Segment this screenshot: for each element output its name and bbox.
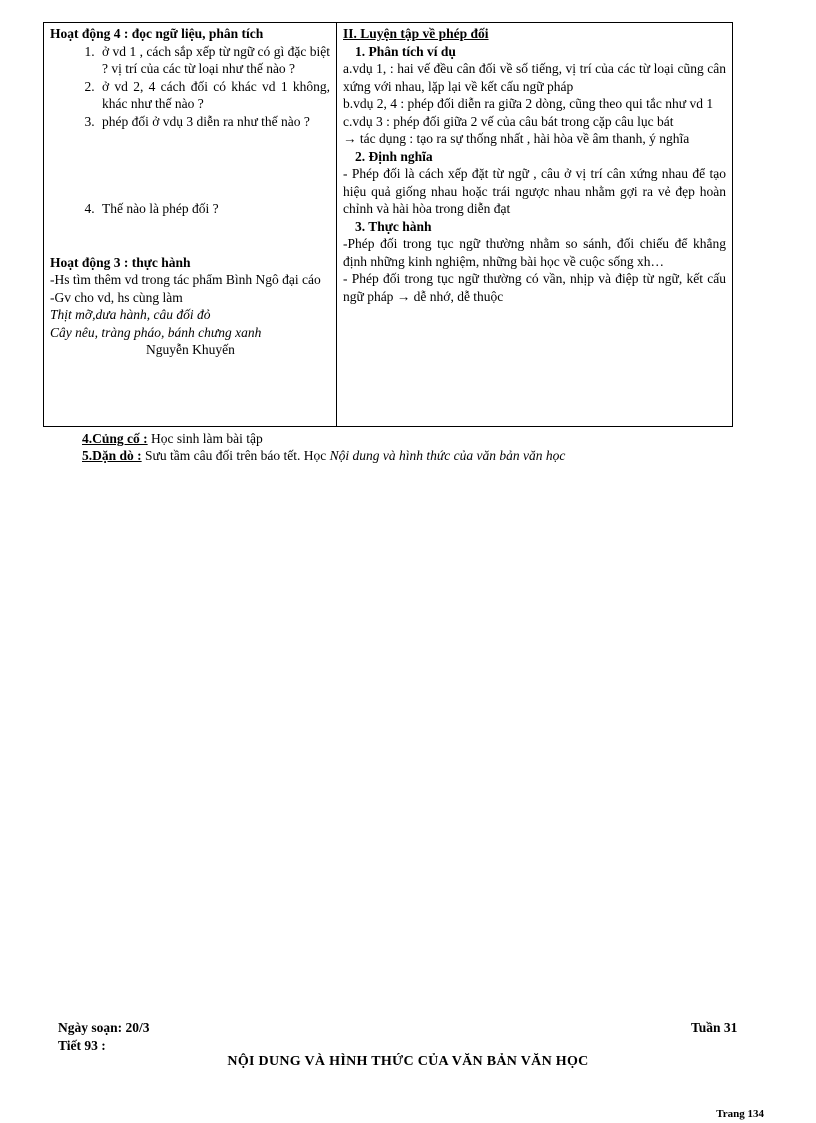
date-prepared: Ngày soạn: 20/3 bbox=[58, 1020, 150, 1035]
definition-text: - Phép đối là cách xếp đặt từ ngữ , câu ở vị trí cân xứng nhau để tạo hiệu quả giống nhau hoặc trái ngược nhau nhằm gợi ra vẻ đẹp hoàn chỉnh và hài hòa trong diễn đạt bbox=[343, 166, 726, 216]
analysis-b: b.vdụ 2, 4 : phép đối diễn ra giữa 2 dòng, cũng theo qui tắc như vd 1 bbox=[343, 96, 714, 111]
question-list bbox=[50, 43, 330, 131]
poem-author: Nguyễn Khuyến bbox=[146, 342, 235, 357]
lesson-number: Tiết 93 : bbox=[58, 1038, 106, 1053]
poem-line-2: Cây nêu, tràng pháo, bánh chưng xanh bbox=[50, 324, 262, 340]
activity3-line-1: -Hs tìm thêm vd trong tác phẩm Bình Ngô đại cáo bbox=[50, 272, 321, 287]
poem-line-1: Thịt mỡ,dưa hành, câu đối đỏ bbox=[50, 307, 211, 322]
practice-2: - Phép đối trong tục ngữ thường có vần, nhịp và điệp từ ngữ, kết cấu ngữ pháp → dễ nhớ, dễ thuộc bbox=[343, 271, 726, 304]
question-list-2 bbox=[50, 200, 330, 218]
homework-line bbox=[82, 447, 565, 464]
lesson-title: NỘI DUNG VÀ HÌNH THỨC CỦA VĂN BẢN VĂN HỌC bbox=[227, 1054, 589, 1069]
activity4-heading: Hoạt động 4 : đọc ngữ liệu, phân tích bbox=[50, 26, 264, 41]
consolidation-line bbox=[82, 430, 263, 447]
page-number: Trang 134 bbox=[716, 1108, 764, 1120]
question-4: 4. Thế nào là phép đối ? bbox=[98, 200, 330, 218]
homework-label: 5.Dặn dò : bbox=[82, 448, 142, 463]
subheading-3: 3. Thực hành bbox=[355, 218, 432, 234]
practice-1: -Phép đối trong tục ngữ thường nhằm so sánh, đối chiếu để khẳng định những kinh nghiệm, những bài học về cuộc sống xh… bbox=[343, 236, 726, 269]
question-1: 1. ở vd 1 , cách sắp xếp từ ngữ có gì đặc biệt ? vị trí của các từ loại như thế nào ? bbox=[98, 43, 330, 78]
consolidation-label: 4.Củng cố : bbox=[82, 431, 148, 446]
lesson-table bbox=[43, 22, 733, 427]
subheading-1: 1. Phân tích ví dụ bbox=[355, 43, 456, 59]
question-2: 2. ở vd 2, 4 cách đối có khác vd 1 không, khác như thế nào ? bbox=[98, 78, 330, 113]
week-number: Tuần 31 bbox=[691, 1020, 738, 1035]
analysis-a: a.vdụ 1, : hai vế đều cân đối về số tiếng, vị trí của các từ loại cũng cân xứng với nhau, lặp lại về kết cấu ngữ pháp bbox=[343, 61, 726, 94]
subheading-2: 2. Định nghĩa bbox=[355, 148, 433, 164]
table-right-column bbox=[337, 23, 732, 426]
homework-italic: Nội dung và hình thức của văn bản văn học bbox=[329, 448, 566, 463]
table-left-column bbox=[44, 23, 337, 426]
effect-text: → tác dụng : tạo ra sự thống nhất , hài hòa về âm thanh, ý nghĩa bbox=[343, 131, 690, 146]
homework-text: Sưu tầm câu đối trên báo tết. Học bbox=[141, 448, 330, 463]
consolidation-text: Học sinh làm bài tập bbox=[147, 431, 263, 446]
analysis-c: c.vdụ 3 : phép đối giữa 2 vế của câu bát trong cặp câu lục bát bbox=[343, 113, 674, 129]
activity3-line-2: -Gv cho vd, hs cùng làm bbox=[50, 289, 183, 305]
question-3: 3. phép đối ở vdụ 3 diễn ra như thế nào ? bbox=[98, 113, 330, 131]
section-title: II. Luyện tập về phép đối bbox=[343, 26, 489, 41]
activity3-heading: Hoạt động 3 : thực hành bbox=[50, 254, 191, 270]
